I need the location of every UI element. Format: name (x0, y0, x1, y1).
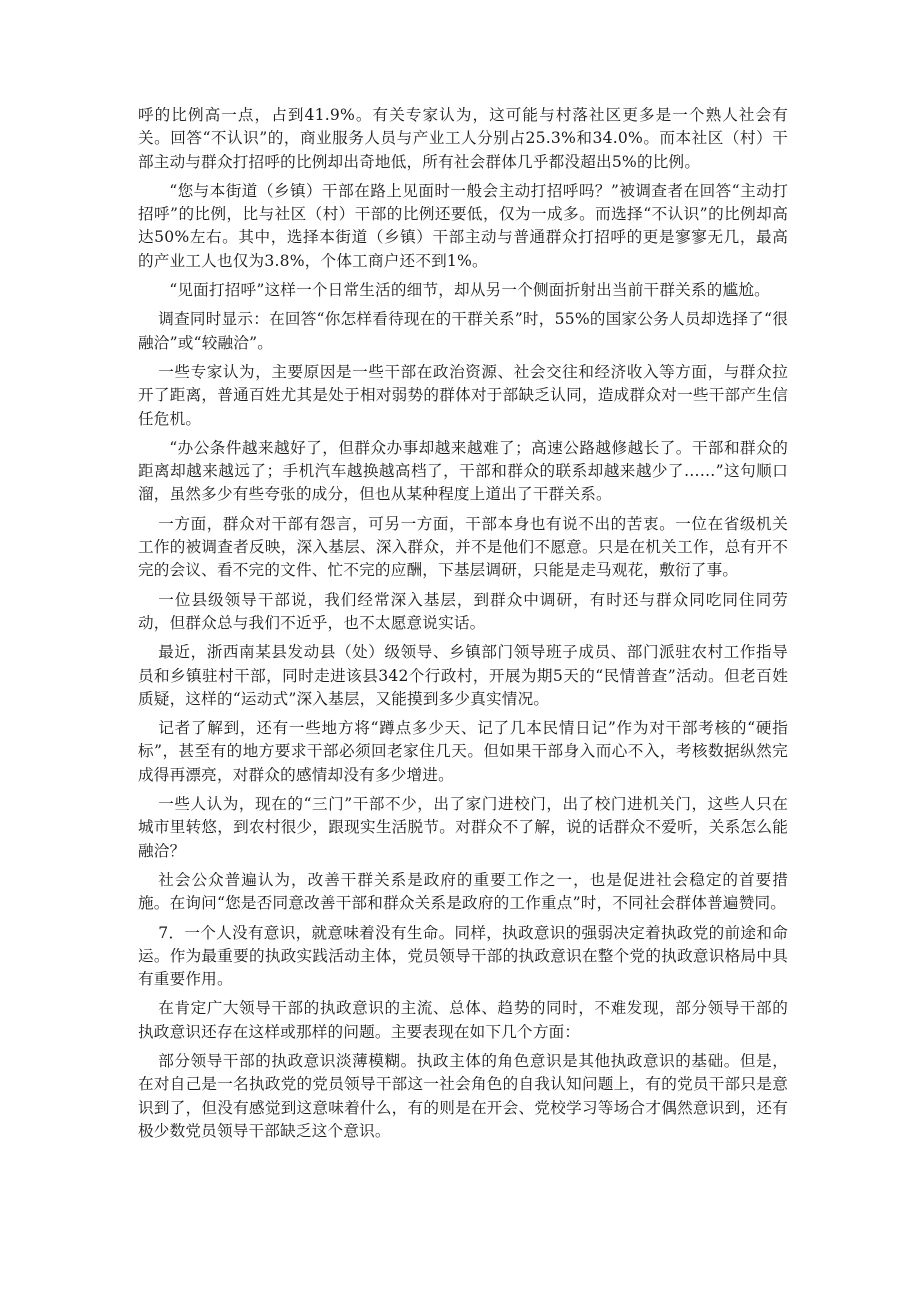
paragraph-4: 调查同时显示：在回答“你怎样看待现在的干群关系”时，55%的国家公务人员却选择了“很融洽”或“较融洽”。 (138, 310, 788, 352)
paragraph-11: 一些人认为，现在的“三门”干部不少，出了家门进校门，出了校门进机关门，这些人只在城市里转悠，到农村很少，跟现实生活脱节。对群众不了解，说的话群众不爱听，关系怎么能融洽？ (138, 795, 788, 860)
paragraph-9: 最近，浙西南某县发动县（处）级领导、乡镇部门领导班子成员、部门派驻农村工作指导员和乡镇驻村干部，同时走进该县342个行政村，开展为期5天的“民情普查”活动。但老百姓质疑，这样的“运动式”深入基层，又能摸到多少真实情况。 (138, 643, 788, 708)
paragraph-10: 记者了解到，还有一些地方将“蹲点多少天、记了几本民情日记”作为对干部考核的“硬指标”，甚至有的地方要求干部必须回老家住几天。但如果干部身入而心不入，考核数据纵然完成得再漂亮，对群众的感情却没有多少增进。 (138, 719, 788, 784)
paragraph-5: 一些专家认为，主要原因是一些干部在政治资源、社会交往和经济收入等方面，与群众拉开了距离，普通百姓尤其是处于相对弱势的群体对于部缺乏认同，造成群众对一些干部产生信任危机。 (138, 362, 788, 428)
paragraph-14: 在肯定广大领导干部的执政意识的主流、总体、趋势的同时，不难发现，部分领导干部的执政意识还存在这样或那样的问题。主要表现在如下几个方面： (138, 999, 788, 1041)
paragraph-13: 7．一个人没有意识，就意味着没有生命。同样，执政意识的强弱决定着执政党的前途和命运。作为最重要的执政实践活动主体，党员领导干部的执政意识在整个党的执政意识格局中具有重要作用。 (138, 923, 788, 989)
article-body (138, 104, 788, 1143)
paragraph-12: 社会公众普遍认为，改善干群关系是政府的重要工作之一，也是促进社会稳定的首要措施。在询问“您是否同意改善干部和群众关系是政府的工作重点”时，不同社会群体普遍赞同。 (138, 870, 788, 913)
paragraph-1: 呼的比例高一点，占到41.9%。有关专家认为，这可能与村落社区更多是一个熟人社会有关。回答“不认识”的，商业服务人员与产业工人分别占25.3%和34.0%。而本社区（村）干部主动与群众打招呼的比例却出奇地低，所有社会群体几乎都没超出5%的比例。 (138, 106, 788, 171)
paragraph-2: “您与本街道（乡镇）干部在路上见面时一般会主动打招呼吗？”被调查者在回答“主动打招呼”的比例，比与社区（村）干部的比例还要低，仅为一成多。而选择“不认识”的比例却高达50%左右。其中，选择本街道（乡镇）干部主动与普通群众打招呼的更是寥寥无几，最高的产业工人也仅为3.8%，个体工商户还不到1%。 (138, 181, 788, 270)
paragraph-6: “办公条件越来越好了，但群众办事却越来越难了；高速公路越修越长了。干部和群众的距离却越来越远了；手机汽车越换越高档了，干部和群众的联系却越来越少了……”这句顺口溜，虽然多少有些夸张的成分，但也从某种程度上道出了干群关系。 (138, 438, 788, 504)
paragraph-15: 部分领导干部的执政意识淡薄模糊。执政主体的角色意识是其他执政意识的基础。但是，在对自己是一名执政党的党员领导干部这一社会角色的自我认知问题上，有的党员干部只是意识到了，但没有感觉到这意味着什么，有的则是在开会、党校学习等场合才偶然意识到，还有极少数党员领导干部缺乏这个意识。 (138, 1051, 788, 1140)
paragraph-3: “见面打招呼”这样一个日常生活的细节，却从另一个侧面折射出当前干群关系的尴尬。 (169, 281, 770, 300)
paragraph-7: 一方面，群众对干部有怨言，可另一方面，干部本身也有说不出的苦衷。一位在省级机关工作的被调查者反映，深入基层、深入群众，并不是他们不愿意。只是在机关工作，总有开不完的会议、看不完的文件、忙不完的应酬，下基层调研，只能是走马观花，敷衍了事。 (138, 514, 788, 580)
paragraph-8: 一位县级领导干部说，我们经常深入基层，到群众中调研，有时还与群众同吃同住同劳动，但群众总与我们不近乎，也不太愿意说实话。 (138, 590, 788, 632)
